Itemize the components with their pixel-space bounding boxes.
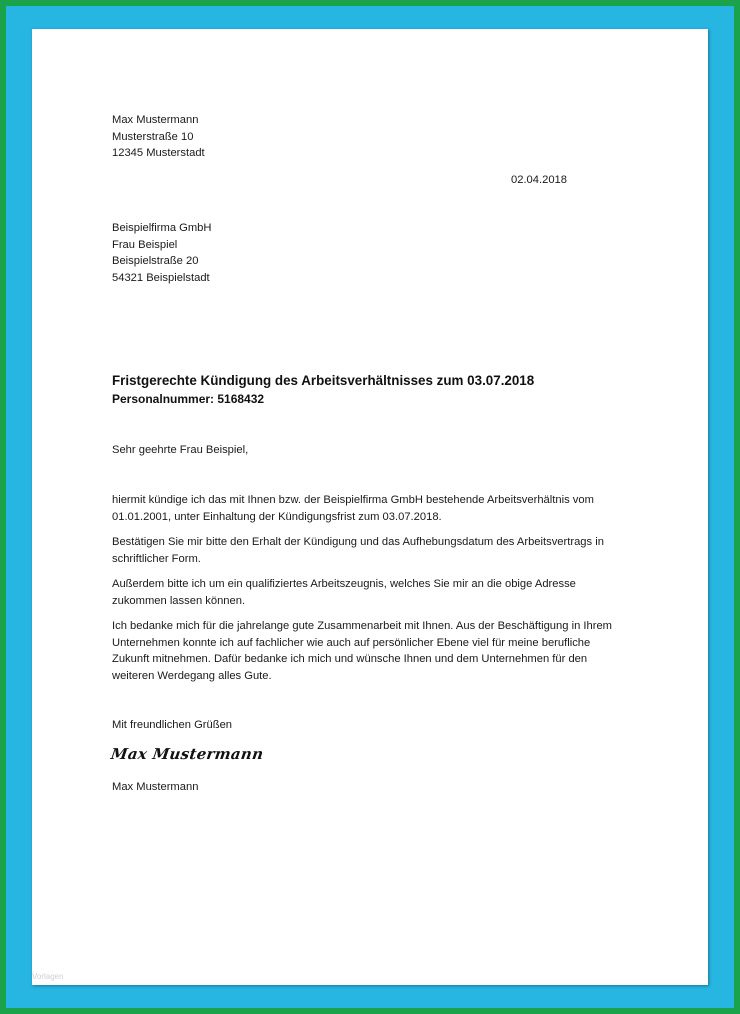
personnel-number: Personalnummer: 5168432 [112, 392, 265, 406]
sender-city: 12345 Musterstadt [112, 147, 205, 159]
paragraph-line: Bestätigen Sie mir bitte den Erhalt der Kündigung und das Aufhebungsdatum des Arbeitsvertrags in [112, 536, 604, 548]
paragraph-4 [112, 618, 652, 684]
recipient-company: Beispielfirma GmbH [112, 222, 212, 234]
recipient-contact: Frau Beispiel [112, 238, 178, 251]
paragraph-line: Ich bedanke mich für die jahrelange gute Zusammenarbeit mit Ihnen. Aus der Beschäftigung in Ihrem [112, 620, 612, 632]
paragraph-line: zukommen lassen können. [112, 594, 246, 607]
recipient-city: 54321 Beispielstadt [112, 271, 210, 284]
sender-name: Max Mustermann [112, 114, 199, 126]
paragraph-line: hiermit kündige ich das mit Ihnen bzw. der Beispielfirma GmbH bestehende Arbeitsverhältnis vom [112, 494, 594, 506]
paragraph-line: Unternehmen konnte ich auf fachlicher wie auch auf persönlicher Ebene viel für meine berufliche [112, 636, 591, 649]
watermark: Vorlagen [32, 972, 64, 981]
printed-name: Max Mustermann [112, 781, 199, 793]
paragraph-line: schriftlicher Form. [112, 552, 201, 565]
salutation: Sehr geehrte Frau Beispiel, [112, 444, 249, 456]
paragraph-1 [112, 492, 652, 525]
paragraph-line: 01.01.2001, unter Einhaltung der Kündigungsfrist zum 03.07.2018. [112, 510, 442, 523]
letter-page [32, 29, 708, 985]
paragraph-2 [112, 534, 652, 567]
recipient-address [112, 220, 211, 286]
sender-address [112, 112, 205, 162]
closing: Mit freundlichen Grüßen [112, 719, 233, 731]
letter-date: 02.04.2018 [511, 174, 567, 186]
paragraph-line: Zukunft mitnehmen. Dafür bedanke ich mich und wünsche Ihnen und dem Unternehmen für den [112, 653, 588, 665]
paragraph-line: weiteren Werdegang alles Gute. [112, 669, 272, 682]
handwritten-signature: Max Mustermann [109, 745, 265, 763]
paragraph-3 [112, 576, 652, 609]
sender-street: Musterstraße 10 [112, 130, 194, 143]
subject-line: Fristgerechte Kündigung des Arbeitsverhältnisses zum 03.07.2018 [112, 373, 535, 388]
recipient-street: Beispielstraße 20 [112, 255, 199, 267]
paragraph-line: Außerdem bitte ich um ein qualifiziertes Arbeitszeugnis, welches Sie mir an die obige Adresse [112, 578, 576, 590]
